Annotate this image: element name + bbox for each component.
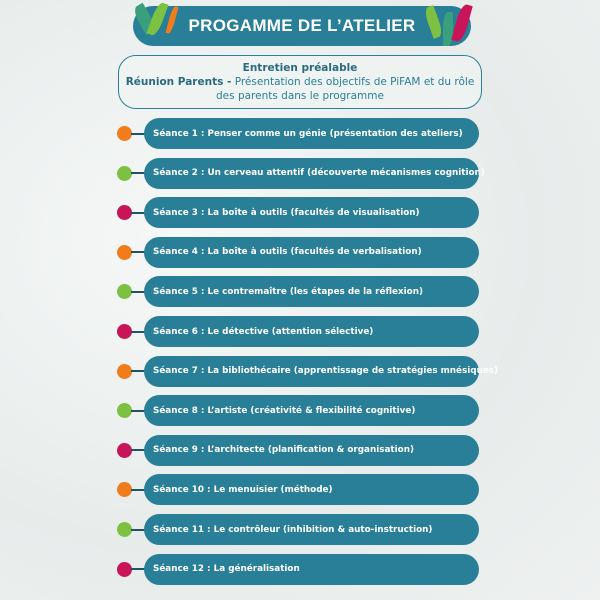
session-label: Séance 5 : Le contremaître (les étapes de la réflexion) (153, 286, 423, 297)
session-pill (144, 474, 479, 505)
session-pill (144, 356, 499, 387)
bullet-dot-icon (117, 482, 132, 497)
intro-heading: Entretien préalable (242, 62, 358, 74)
intro-text: Présentation des objectifs de PiFAM et du rôle des parents dans le programme (216, 76, 475, 102)
bullet-dot-icon (117, 522, 132, 537)
session-pill (144, 395, 479, 426)
bullet-dot-icon (117, 205, 132, 220)
bullet-dot-icon (117, 245, 132, 260)
session-item (117, 474, 479, 505)
session-item (117, 514, 479, 545)
session-pill (144, 435, 479, 466)
session-pill (144, 514, 479, 545)
session-item (117, 237, 479, 268)
session-item (117, 316, 479, 347)
session-pill (144, 316, 479, 347)
session-item (117, 118, 479, 149)
bullet-dot-icon (117, 403, 132, 418)
intro-label: Réunion Parents - (125, 76, 232, 88)
bullet-dot-icon (117, 443, 132, 458)
session-pill (144, 158, 485, 189)
session-label: Séance 11 : Le contrôleur (inhibition & auto-instruction) (153, 524, 433, 535)
intro-box (118, 55, 482, 109)
session-item (117, 158, 485, 189)
session-label: Séance 3 : La boîte à outils (facultés de visualisation) (153, 207, 420, 218)
bullet-dot-icon (117, 126, 132, 141)
bullet-dot-icon (117, 166, 132, 181)
session-pill (144, 237, 479, 268)
session-pill (144, 276, 479, 307)
session-label: Séance 4 : La boîte à outils (facultés de verbalisation) (153, 247, 422, 258)
bullet-dot-icon (117, 284, 132, 299)
session-item (117, 395, 479, 426)
session-label: Séance 9 : L’architecte (planification & organisation) (153, 445, 414, 456)
session-label: Séance 1 : Penser comme un génie (présentation des ateliers) (153, 128, 463, 139)
session-label: Séance 6 : Le détective (attention sélective) (153, 326, 374, 337)
session-label: Séance 8 : L’artiste (créativité & flexibilité cognitive) (153, 405, 416, 416)
page-title (133, 6, 471, 46)
session-label: Séance 7 : La bibliothécaire (apprentissage de stratégies mnésiques) (153, 366, 499, 377)
session-item (117, 197, 479, 228)
session-label: Séance 12 : La généralisation (153, 564, 300, 575)
session-pill (144, 197, 479, 228)
bullet-dot-icon (117, 324, 132, 339)
session-pill (144, 118, 479, 149)
session-label: Séance 2 : Un cerveau attentif (découverte mécanismes cognition) (153, 168, 485, 179)
session-pill (144, 554, 479, 585)
bullet-dot-icon (117, 364, 132, 379)
title-text: PROGAMME DE L’ATELIER (188, 16, 416, 35)
session-label: Séance 10 : Le menuisier (méthode) (153, 484, 333, 495)
session-item (117, 356, 499, 387)
session-item (117, 276, 479, 307)
session-item (117, 554, 479, 585)
session-item (117, 435, 479, 466)
bullet-dot-icon (117, 562, 132, 577)
